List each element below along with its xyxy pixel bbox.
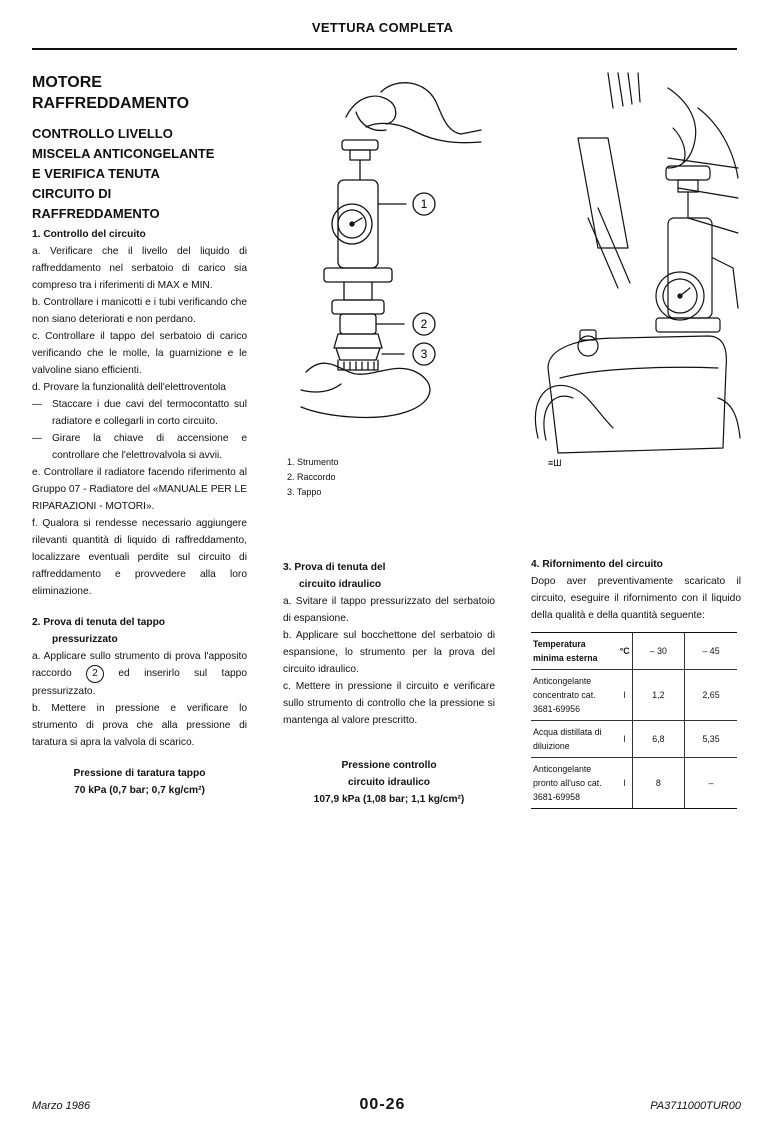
step-1d-text: d. Provare la funzionalità dell'elettroventola bbox=[32, 382, 226, 393]
row-unit: l bbox=[618, 670, 632, 721]
step-2-heading-line-2: pressurizzato bbox=[52, 634, 118, 645]
bullet-text: Girare la chiave di accensione e controllare che l'elettrovalvola si avvii. bbox=[52, 433, 247, 461]
step-2b-text: b. Mettere in pressione e verificare lo strumento di prova che alla pressione di taratura si apra la valvola di scarico. bbox=[32, 703, 247, 748]
page-number: 00-26 bbox=[359, 1096, 406, 1113]
page-header-title: VETTURA COMPLETA bbox=[311, 20, 454, 35]
row-unit: l bbox=[618, 721, 632, 758]
cap-pressure-value: 70 kPa (0,7 bar; 0,7 kg/cm²) bbox=[74, 785, 205, 796]
footer-date: Marzo 1986 bbox=[32, 1100, 91, 1112]
legend-item: 2. Raccordo bbox=[287, 472, 336, 482]
step-4-text: Dopo aver preventivamente scaricato il circuito, eseguire il rifornimento con il liquido della qualità e della quantità seguente: bbox=[531, 576, 741, 621]
circuit-pressure-label-1: Pressione controllo bbox=[341, 760, 437, 771]
legend-item: 1. Strumento bbox=[287, 457, 339, 467]
expansion-tank-test-illustration bbox=[518, 68, 742, 468]
table-row bbox=[531, 670, 737, 721]
row-label: Acqua distillata di diluizione bbox=[531, 721, 618, 758]
table-row bbox=[531, 758, 737, 809]
table-header-col-2: – 45 bbox=[685, 633, 737, 670]
right-column bbox=[531, 556, 741, 809]
callout-1: 1 bbox=[420, 197, 428, 211]
step-2a-text bbox=[32, 648, 247, 700]
row-value: 1,2 bbox=[632, 670, 684, 721]
section-title-line-1: MOTORE bbox=[32, 74, 102, 91]
row-value: 8 bbox=[632, 758, 684, 809]
row-label: Anticongelante pronto all'uso cat. 3681-69958 bbox=[531, 758, 618, 809]
step-3-heading-line-2: circuito idraulico bbox=[299, 579, 382, 590]
row-value: 2,65 bbox=[685, 670, 737, 721]
callout-2: 2 bbox=[420, 317, 428, 331]
step-2-heading-line-1: 2. Prova di tenuta del tappo bbox=[32, 617, 166, 628]
step-1a-text: a. Verificare che il livello del liquido di raffreddamento nel serbatoio di carico sia compreso tra i riferimenti di MAX e MIN. bbox=[32, 246, 247, 291]
procedure-title-line: CONTROLLO LIVELLO bbox=[32, 126, 173, 141]
step-2a-text-start: a. Applicare sullo strumento di prova l'apposito raccordo bbox=[32, 651, 247, 679]
procedure-title-line: MISCELA ANTICONGELANTE bbox=[32, 146, 215, 161]
table-header-row bbox=[531, 633, 737, 670]
figure-mark: ≡Ш bbox=[548, 458, 562, 468]
coolant-quantity-table bbox=[531, 632, 737, 809]
step-4-heading: 4. Rifornimento del circuito bbox=[531, 559, 663, 570]
row-value: 5,35 bbox=[685, 721, 737, 758]
callout-3: 3 bbox=[420, 347, 428, 361]
cap-pressure-label: Pressione di taratura tappo bbox=[73, 768, 206, 779]
procedure-title-line: CIRCUITO DI bbox=[32, 186, 112, 201]
table-header-unit: °C bbox=[618, 633, 632, 670]
table-header-col-1: – 30 bbox=[632, 633, 684, 670]
cap-pressure-spec bbox=[32, 765, 247, 799]
step-1d-bullet-1: — Staccare i due cavi del termocontatto sul radiatore e collegarli in corto circuito. bbox=[32, 396, 247, 430]
row-unit: l bbox=[618, 758, 632, 809]
section-title bbox=[32, 72, 247, 114]
step-1f-text: f. Qualora si rendesse necessario aggiungere rilevanti quantità di liquido di raffreddamento, localizzare eventuali perdite sul circuito di raffreddamento e provvedere alla loro eliminazione. bbox=[32, 518, 247, 597]
procedure-title-line: E VERIFICA TENUTA bbox=[32, 166, 160, 181]
step-1c-text: c. Controllare il tappo del serbatoio di carico verificando che le molle, la guarnizione e le valvoline siano efficienti. bbox=[32, 331, 247, 376]
step-3-heading bbox=[283, 559, 495, 593]
middle-column bbox=[283, 559, 495, 808]
table-row bbox=[531, 721, 737, 758]
step-2a-text-end: ed inserirlo sul tappo pressurizzato. bbox=[32, 668, 247, 697]
step-2-heading bbox=[32, 614, 247, 648]
step-3b-text: b. Applicare sul bocchettone del serbatoio di espansione, lo strumento per la prova del circuito idraulico. bbox=[283, 630, 495, 675]
step-3-heading-line-1: 3. Prova di tenuta del bbox=[283, 562, 386, 573]
row-label: Anticongelante concentrato cat. 3681-69956 bbox=[531, 670, 618, 721]
section-title-line-2: RAFFREDDAMENTO bbox=[32, 95, 190, 112]
left-column bbox=[32, 72, 247, 799]
row-value: 6,8 bbox=[632, 721, 684, 758]
document-code: PA3711000TUR00 bbox=[650, 1100, 741, 1112]
legend-item: 3. Tappo bbox=[287, 487, 322, 497]
step-1-heading: 1. Controllo del circuito bbox=[32, 229, 146, 240]
step-1d-bullet-2: — Girare la chiave di accensione e controllare che l'elettrovalvola si avvii. bbox=[32, 430, 247, 464]
procedure-title-line: RAFFREDDAMENTO bbox=[32, 206, 160, 221]
circuit-pressure-value: 107,9 kPa (1,08 bar; 1,1 kg/cm²) bbox=[313, 794, 465, 805]
pressure-tester-illustration bbox=[286, 72, 486, 452]
step-1e-text: e. Controllare il radiatore facendo riferimento al Gruppo 07 - Radiatore del «MANUALE PER LE RIPARAZIONI - MOTORI». bbox=[32, 467, 247, 512]
procedure-title bbox=[32, 124, 247, 224]
row-value: – bbox=[685, 758, 737, 809]
callout-2-circle: 2 bbox=[86, 665, 104, 683]
circuit-pressure-label-2: circuito idraulico bbox=[347, 777, 431, 788]
step-3c-text: c. Mettere in pressione il circuito e verificare sullo strumento di controllo che la pressione si mantenga al valore prescritto. bbox=[283, 681, 495, 726]
table-header-temperature: Temperatura minima esterna bbox=[531, 633, 618, 670]
step-1b-text: b. Controllare i manicotti e i tubi verificando che non siano deteriorati e non perdano. bbox=[32, 297, 247, 325]
header-rule bbox=[32, 48, 737, 50]
circuit-pressure-spec bbox=[283, 757, 495, 808]
bullet-text: Staccare i due cavi del termocontatto sul radiatore e collegarli in corto circuito. bbox=[52, 399, 247, 427]
figure-legend bbox=[287, 455, 339, 500]
step-3a-text: a. Svitare il tappo pressurizzato del serbatoio di espansione. bbox=[283, 596, 495, 624]
